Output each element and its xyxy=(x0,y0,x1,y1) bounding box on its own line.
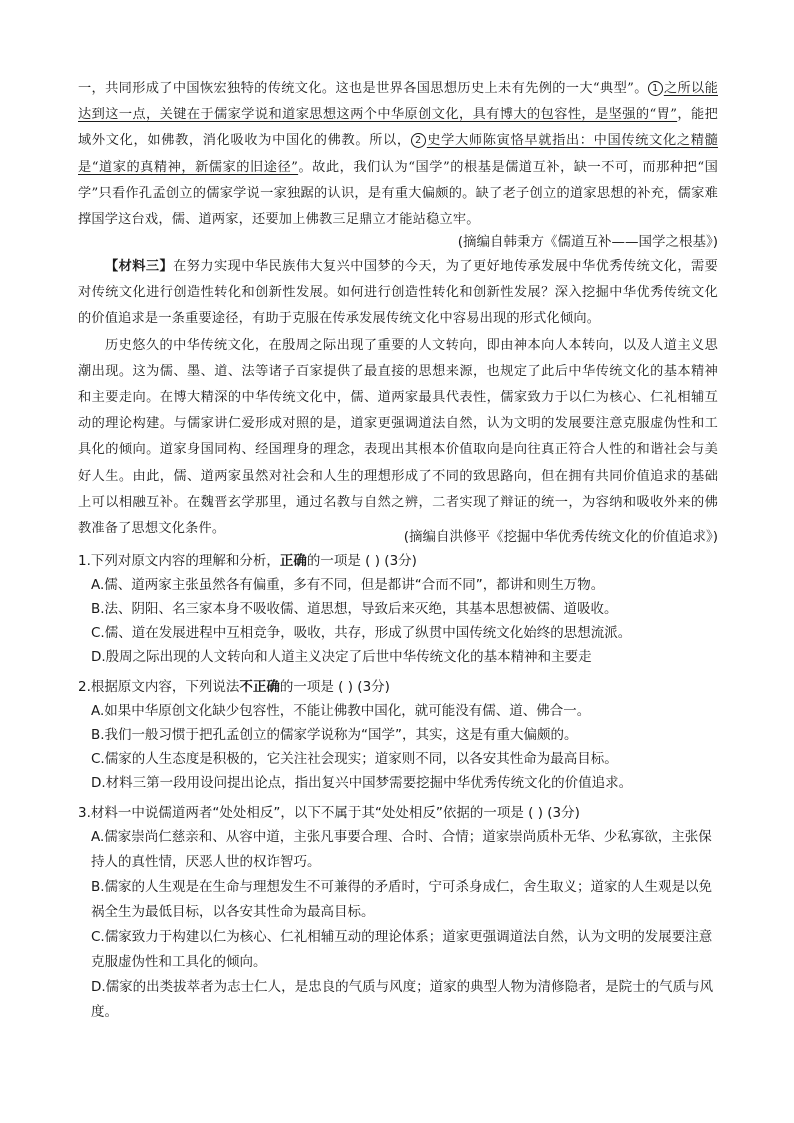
option-d[interactable]: D.殷周之际出现的人文转向和人道主义决定了后世中华传统文化的基本精神和主要走 xyxy=(91,649,592,665)
option-c[interactable]: C.儒、道在发展进程中互相竞争，吸收，共存，形成了纵贯中国传统文化始终的思想流派。 xyxy=(91,625,632,641)
sentence: 一，共同形成了中国恢宏独特的传统文化。这也是世界各国思想历史上未有先例的一大“典型”。 xyxy=(78,81,648,96)
option-c[interactable]: C.儒家的人生态度是积极的，它关注社会现实；道家则不同，以各安其性命为最高目标。 xyxy=(91,751,618,767)
circled-number-1: 1 xyxy=(648,81,663,96)
underlined-sentence-2: 史学大师陈寅恪早就指出：中国传统文化之精髓是“道家的真精神，新儒家的旧途径” xyxy=(78,133,718,175)
question-3 xyxy=(78,801,724,1025)
option-a[interactable]: A.儒家崇尚仁慈亲和、从容中道，主张凡事要合理、合时、合情；道家崇尚质朴无华、少私寡欲，主张保持人的真性情，厌恶人世的权诈智巧。 xyxy=(91,829,712,870)
question-stem xyxy=(78,801,724,825)
option-d[interactable]: D.儒家的出类拔萃者为志士仁人，是忠良的气质与风度；道家的典型人物为清修隐者，是院士的气质与风度。 xyxy=(91,979,714,1020)
option-b[interactable]: B.法、阴阳、名三家本身不吸收儒、道思想，导致后来灭绝，其基本思想被儒、道吸收。 xyxy=(91,601,618,617)
stem-text: 3.材料一中说儒道两者“处处相反”，以下 xyxy=(78,805,321,821)
stem-text: 的一项是 ( ) (3分) xyxy=(279,679,390,695)
underlined-sentence-1: 之所以能达到这一点，关键在于儒家学说和道家思想这两个中华原创文化，具有博大的包容性，是坚强的“胃” xyxy=(78,81,718,123)
option-d[interactable]: D.材料三第一段用设问提出论点，指出复兴中国梦需要挖掘中华优秀传统文化的价值追求。 xyxy=(91,775,633,791)
material2-paragraph xyxy=(78,76,718,233)
stem-text: 2.根据原文内容，下列说法 xyxy=(78,679,240,695)
material3-paragraph-1 xyxy=(78,254,718,333)
circled-number-2: 2 xyxy=(411,133,426,148)
option-a[interactable]: A.如果中华原创文化缺少包容性，不能让佛教中国化，就可能没有儒、道、佛合一。 xyxy=(91,703,591,719)
material3 xyxy=(78,254,718,542)
sentence: 。故此，我们认为“国学”的根基是儒道互补，缺一不可，而那种把“国学”只看作孔孟创立的儒家学说一家独踞的认识，是有重大偏颇的。缺了老子创立的道家思想的补充，儒家难撑国学这台戏，儒、道两家，还要加上佛教三足鼎立才能站稳立牢。 xyxy=(78,159,718,228)
stem-keyword: 正确 xyxy=(279,553,307,569)
question-stem xyxy=(78,675,724,699)
question-1 xyxy=(78,549,724,669)
option-a[interactable]: A.儒、道两家主张虽然各有偏重，多有不同，但是都讲“合而不同”，都讲和则生万物。 xyxy=(91,577,605,593)
material2-tail xyxy=(78,76,718,233)
question-stem xyxy=(78,549,724,573)
sentence: ，能把域外文化，如佛教，消化吸收为中国化的佛教。所以， xyxy=(78,107,718,149)
option-b[interactable]: B.儒家的人生观是在生命与理想发生不可兼得的矛盾时，宁可杀身成仁，舍生取义；道家的人生观是以免祸全生为最低目标，以各安其性命为最高目标。 xyxy=(91,879,713,920)
paragraph-text: 在努力实现中华民族伟大复兴中国梦的今天，为了更好地传承发展中华优秀传统文化，需要对传统文化进行创造性转化和创新性发展。如何进行创造性转化和创新性发展？深入挖掘中华优秀传统文化的价值追求是一条重要途径，有助于克服在传承发展传统文化中容易出现的形式化倾向。 xyxy=(78,259,718,327)
question-2 xyxy=(78,675,724,795)
stem-text: 1.下列对原文内容的理解和分析， xyxy=(78,553,280,569)
material3-paragraph-2: 历史悠久的中华传统文化，在殷周之际出现了重要的人文转向，即由神本向人本转向，以及人道主义思潮出现。这为儒、墨、道、法等诸子百家提供了最直接的思想来源，也规定了此后中华传统文化的基本精神和主要走向。在博大精深的中华传统文化中，儒、道两家最具代表性，儒家致力于以仁为核心、仁礼相辅互动的理论构建。与儒家讲仁爱形成对照的是，道家更强调道法自然，认为文明的发展要注意克服虚伪性和工具化的倾向。道家身国同构、经国理身的理念，表现出其根本价值取向是向往真正符合人性的和谐社会与美好人生。由此，儒、道两家虽然对社会和人生的理想形成了不同的致思路向，但在拥有共同价值追求的基础上可以相融互补。在魏晋玄学那里，通过名教与自然之辨，二者实现了辩证的统一，为容纳和吸收外来的佛教准备了思想文化条件。 xyxy=(78,337,718,537)
stem-text: 不属于其“处处相反”依据的一项是 ( ) (3分) xyxy=(320,805,580,821)
option-b[interactable]: B.我们一般习惯于把孔孟创立的儒家学说称为“国学”，其实，这是有重大偏颇的。 xyxy=(91,727,578,743)
stem-keyword: 不正确 xyxy=(239,679,280,695)
stem-text: 的一项是 ( ) (3分) xyxy=(306,553,417,569)
material3-label: 【材料三】 xyxy=(105,259,174,274)
source-citation-2: (摘编自韩秉方《儒道互补——国学之根基》) xyxy=(457,234,718,250)
source-citation-3: (摘编自洪修平《挖掘中华优秀传统文化的价值追求》) xyxy=(403,529,718,545)
option-c[interactable]: C.儒家致力于构建以仁为核心、仁礼相辅互动的理论体系；道家更强调道法自然，认为文明的发展要注意克服虚伪性和工具化的倾向。 xyxy=(91,929,713,970)
